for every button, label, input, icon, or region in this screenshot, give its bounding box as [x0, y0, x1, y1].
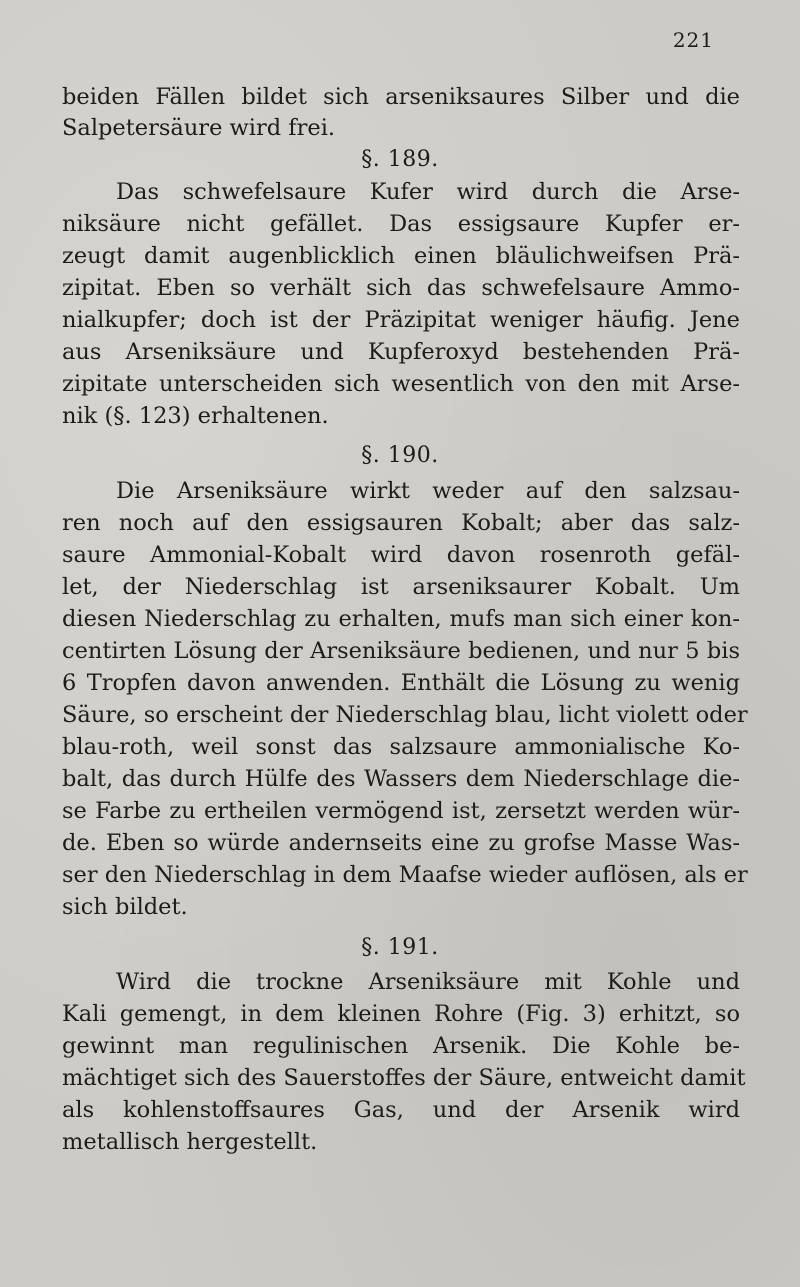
text-line	[0, 303, 800, 337]
text-line	[0, 399, 800, 433]
text-line	[0, 111, 800, 145]
text-line-content: blau-roth, weil sonst das salzsaure ammonialische Ko-	[62, 734, 740, 760]
text-line-content: diesen Niederschlag zu erhalten, mufs man sich einer kon-	[62, 606, 740, 632]
text-line-content: se Farbe zu ertheilen vermögend ist, zersetzt werden wür-	[62, 798, 740, 824]
text-line-content: nialkupfer; doch ist der Präzipitat weniger häufig. Jene	[62, 307, 740, 333]
section-heading: §. 191.	[361, 935, 439, 960]
text-line-content: zipitat. Eben so verhält sich das schwefelsaure Ammo-	[62, 275, 740, 301]
text-line	[0, 506, 800, 540]
text-line-content: als kohlenstoffsaures Gas, und der Arsenik wird	[62, 1097, 740, 1123]
text-line	[0, 271, 800, 305]
text-line	[0, 1125, 800, 1159]
text-line-content: Das schwefelsaure Kufer wird durch die Arse-	[116, 179, 740, 205]
text-line-content: sich bildet.	[62, 894, 188, 920]
text-line-content: mächtiget sich des Sauerstoffes der Säure, entweicht damit	[62, 1065, 746, 1091]
text-line	[0, 997, 800, 1031]
page-number: 221	[672, 28, 714, 52]
text-line-content: gewinnt man regulinischen Arsenik. Die Kohle be-	[62, 1033, 740, 1059]
text-line	[0, 634, 800, 668]
text-line	[0, 858, 800, 892]
text-line	[0, 698, 800, 732]
text-line-content: saure Ammonial-Kobalt wird davon rosenroth gefäl-	[62, 542, 740, 568]
text-line-content: balt, das durch Hülfe des Wassers dem Niederschlage die-	[62, 766, 740, 792]
text-line-content: de. Eben so würde andernseits eine zu grofse Masse Was-	[62, 830, 740, 856]
text-line	[0, 826, 800, 860]
text-line-content: ren noch auf den essigsauren Kobalt; aber das salz-	[62, 510, 740, 536]
text-line	[0, 570, 800, 604]
text-line-content: centirten Lösung der Arseniksäure bedienen, und nur 5 bis	[62, 638, 740, 664]
text-line-content: Kali gemengt, in dem kleinen Rohre (Fig. 3) erhitzt, so	[62, 1001, 740, 1027]
text-line	[0, 1029, 800, 1063]
text-line-content: Wird die trockne Arseniksäure mit Kohle und	[116, 969, 740, 995]
text-line	[0, 538, 800, 572]
section-heading: §. 189.	[361, 147, 439, 172]
text-line	[0, 1061, 800, 1095]
text-line	[0, 207, 800, 241]
text-line-content: zipitate unterscheiden sich wesentlich von den mit Arse-	[62, 371, 740, 397]
text-line-content: Säure, so erscheint der Niederschlag blau, licht violett oder	[62, 702, 748, 728]
text-line-content: zeugt damit augenblicklich einen bläulichweifsen Prä-	[62, 243, 740, 269]
text-line	[0, 890, 800, 924]
text-line-content: metallisch hergestellt.	[62, 1129, 318, 1155]
text-line	[0, 80, 800, 114]
text-line	[0, 474, 800, 508]
text-line-content: beiden Fällen bildet sich arseniksaures Silber und die	[62, 84, 740, 110]
text-line	[0, 1093, 800, 1127]
text-line	[0, 175, 800, 209]
text-line-content: let, der Niederschlag ist arseniksaurer Kobalt. Um	[62, 574, 740, 600]
text-line	[0, 794, 800, 828]
text-line-content: nik (§. 123) erhaltenen.	[62, 403, 329, 429]
text-line	[0, 367, 800, 401]
text-line-content: aus Arseniksäure und Kupferoxyd bestehenden Prä-	[62, 339, 740, 365]
text-line	[0, 730, 800, 764]
text-line-content: Salpetersäure wird frei.	[62, 115, 336, 141]
text-line	[0, 666, 800, 700]
text-line-content: niksäure nicht gefället. Das essigsaure Kupfer er-	[62, 211, 740, 237]
text-line-content: 6 Tropfen davon anwenden. Enthält die Lösung zu wenig	[62, 670, 740, 696]
section-heading: §. 190.	[361, 443, 439, 468]
text-line	[0, 762, 800, 796]
text-line-content: ser den Niederschlag in dem Maafse wieder auflösen, als er	[62, 862, 748, 888]
text-line-content: Die Arseniksäure wirkt weder auf den salzsau-	[116, 478, 740, 504]
text-line	[0, 239, 800, 273]
text-line	[0, 335, 800, 369]
text-line	[0, 602, 800, 636]
text-line	[0, 965, 800, 999]
